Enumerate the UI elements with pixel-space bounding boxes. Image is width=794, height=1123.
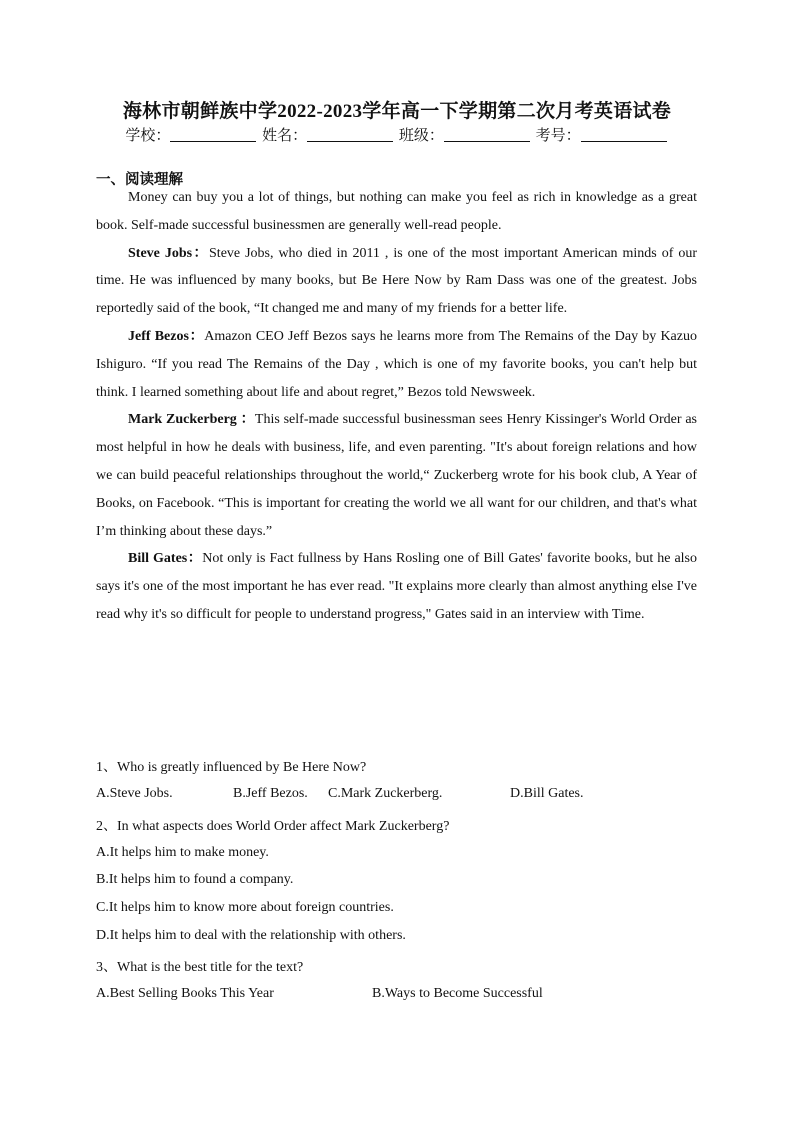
- paragraph-text: Steve Jobs, who died in 2011 , is one of the most important American minds of our time. He was influenced by many books, but Be Here Now by Ram Dass was one of the greatest. Jobs reportedly said of the book, “It changed me and many of my friends for a better life.: [96, 245, 697, 317]
- passage-intro: Money can buy you a lot of things, but nothing can make you feel as rich in knowledge as a great book. Self-made successful businessmen are generally well-read people.: [96, 190, 697, 233]
- option-a: A.It helps him to make money.: [96, 845, 269, 860]
- reading-passage: [96, 184, 697, 629]
- passage-paragraph-steve-jobs: [96, 240, 697, 323]
- option-d: D.It helps him to deal with the relationship with others.: [96, 928, 406, 943]
- school-label: 学校：: [125, 128, 171, 144]
- option-b: B.Ways to Become Successful: [372, 986, 543, 1001]
- paragraph-name: Bill Gates：: [128, 551, 203, 567]
- paragraph-text: This self-made successful businessman sees Henry Kissinger's World Order as most helpful in how he deals with business, life, and even parenting. "It's about foreign relations and how we can build peaceful relationships throughout the world,“ Zuckerberg wrote for his book club, A Year of Books, on Facebook. “This is important for creating the world we all want for our children, and that's what I’m thinking about these days.”: [96, 412, 697, 539]
- exam-number-label: 考号：: [535, 128, 581, 144]
- question-stem: 2、In what aspects does World Order affect Mark Zuckerberg?: [96, 819, 450, 834]
- passage-paragraph-mark-zuckerberg: [96, 406, 697, 545]
- option-a: A.Steve Jobs.: [96, 786, 173, 801]
- class-label: 班级：: [398, 128, 444, 144]
- paragraph-text: Amazon CEO Jeff Bezos says he learns more from The Remains of the Day by Kazuo Ishiguro. “If you read The Remains of the Day , which is one of my favorite books, you can't help but think. I learned something about life and about regret,” Bezos told Newsweek.: [96, 328, 697, 400]
- section-heading: 一、阅读理解: [96, 172, 183, 188]
- paragraph-text: Not only is Fact fullness by Hans Rosling one of Bill Gates' favorite books, but he also says it's one of the most important he has ever read. "It explains more clearly than almost anything else I've read why it's so difficult for people to understand progress," Gates said in an interview with Time.: [96, 551, 697, 622]
- question-options: [96, 986, 697, 1006]
- exam-title: 海林市朝鲜族中学2022-2023学年高一下学期第二次月考英语试卷: [122, 101, 672, 122]
- name-label: 姓名：: [262, 128, 308, 144]
- question-stem: 1、Who is greatly influenced by Be Here Now?: [96, 760, 367, 775]
- question-options: [96, 786, 697, 806]
- name-blank: [307, 127, 393, 142]
- passage-paragraph-jeff-bezos: [96, 323, 697, 406]
- paragraph-name: Steve Jobs：: [128, 245, 210, 261]
- option-b: B.It helps him to found a company.: [96, 872, 294, 887]
- option-c: C.Mark Zuckerberg.: [328, 786, 443, 801]
- school-blank: [170, 127, 256, 142]
- option-d: D.Bill Gates.: [510, 786, 584, 801]
- option-a: A.Best Selling Books This Year: [96, 986, 274, 1001]
- question-stem: 3、What is the best title for the text?: [96, 960, 304, 975]
- option-c: C.It helps him to know more about foreign countries.: [96, 900, 394, 915]
- class-blank: [444, 127, 530, 142]
- passage-paragraph-bill-gates: [96, 545, 697, 628]
- option-b: B.Jeff Bezos.: [233, 786, 308, 801]
- paragraph-name: Mark Zuckerberg ：: [128, 412, 255, 428]
- exam-number-blank: [581, 127, 667, 142]
- paragraph-name: Jeff Bezos：: [128, 328, 205, 344]
- student-info-line: [0, 124, 794, 145]
